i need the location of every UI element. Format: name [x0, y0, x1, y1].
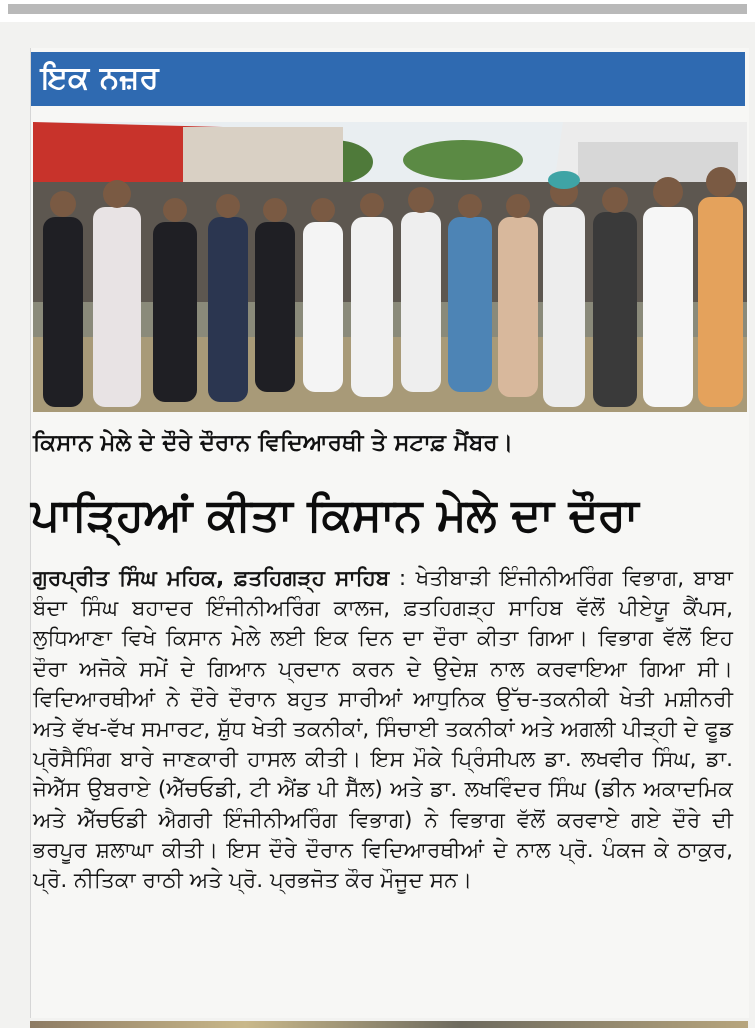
article-body [33, 564, 733, 896]
bottom-image-strip [30, 1021, 748, 1028]
article-body-text: ਖੇਤੀਬਾੜੀ ਇੰਜੀਨੀਅਰਿੰਗ ਵਿਭਾਗ, ਬਾਬਾ ਬੰਦਾ ਸਿੰਘ ਬਹਾਦਰ ਇੰਜੀਨੀਅਰਿੰਗ ਕਾਲਜ, ਫ਼ਤਹਿਗੜ੍ਹ ਸਾਹਿਬ ਵੱਲੋਂ ਪੀਏਯੂ ਕੈਂਪਸ, ਲੁਧਿਆਣਾ ਵਿਖੇ ਕਿਸਾਨ ਮੇਲੇ ਲਈ ਇਕ ਦਿਨ ਦਾ ਦੌਰਾ ਕੀਤਾ ਗਿਆ। ਵਿਭਾਗ ਵੱਲੋਂ ਇਹ ਦੌਰਾ ਅਜੋਕੇ ਸਮੇਂ ਦੇ ਗਿਆਨ ਪ੍ਰਦਾਨ ਕਰਨ ਦੇ ਉਦੇਸ਼ ਨਾਲ ਕਰਵਾਇਆ ਗਿਆ ਸੀ। ਵਿਦਿਆਰਥੀਆਂ ਨੇ ਦੌਰੇ ਦੌਰਾਨ ਬਹੁਤ ਸਾਰੀਆਂ ਆਧੁਨਿਕ ਉੱਚ-ਤਕਨੀਕੀ ਖੇਤੀ ਮਸ਼ੀਨਰੀ ਅਤੇ ਵੱਖ-ਵੱਖ ਸਮਾਰਟ, ਸ਼ੁੱਧ ਖੇਤੀ ਤਕਨੀਕਾਂ, ਸਿੰਚਾਈ ਤਕਨੀਕਾਂ ਅਤੇ ਅਗਲੀ ਪੀੜ੍ਹੀ ਦੇ ਫੂਡ ਪ੍ਰੋਸੈਸਿੰਗ ਬਾਰੇ ਜਾਣਕਾਰੀ ਹਾਸਲ ਕੀਤੀ। ਇਸ ਮੌਕੇ ਪ੍ਰਿੰਸੀਪਲ ਡਾ. ਲਖਵੀਰ ਸਿੰਘ, ਡਾ. ਜੇਐੱਸ ਉਬਰਾਏ (ਐੱਚਓਡੀ, ਟੀ ਐਂਡ ਪੀ ਸੈੱਲ) ਅਤੇ ਡਾ. ਲਖਵਿੰਦਰ ਸਿੰਘ (ਡੀਨ ਅਕਾਦਮਿਕ ਅਤੇ ਐੱਚਓਡੀ ਐਗਰੀ ਇੰਜੀਨੀਅਰਿੰਗ ਵਿਭਾਗ) ਨੇ ਵਿਭਾਗ ਵੱਲੋਂ ਕਰਵਾਏ ਗਏ ਦੌਰੇ ਦੀ ਭਰਪੂਰ ਸ਼ਲਾਘਾ ਕੀਤੀ। ਇਸ ਦੌਰੇ ਦੌਰਾਨ ਵਿਦਿਆਰਥੀਆਂ ਦੇ ਨਾਲ ਪ੍ਰੋ. ਪੰਕਜ ਕੇ ਠਾਕੁਰ, ਪ੍ਰੋ. ਨੀਤਿਕਾ ਰਾਠੀ ਅਤੇ ਪ੍ਰੋ. ਪ੍ਰਭਜੋਤ ਕੌਰ ਮੌਜੂਦ ਸਨ। [33, 566, 733, 894]
section-header [31, 52, 745, 106]
article-byline: ਗੁਰਪ੍ਰੀਤ ਸਿੰਘ ਮਹਿਕ, ਫ਼ਤਹਿਗੜ੍ਹ ਸਾਹਿਬ [33, 566, 390, 591]
photo-caption: ਕਿਸਾਨ ਮੇਲੇ ਦੇ ਦੌਰੇ ਦੌਰਾਨ ਵਿਦਿਆਰਥੀ ਤੇ ਸਟਾਫ਼ ਮੈਂਬਰ। [33, 430, 514, 456]
news-clipping [30, 48, 749, 1018]
section-title: ਇਕ ਨਜ਼ਰ [41, 60, 159, 96]
group-photo-icon [33, 122, 747, 412]
top-divider-bar [8, 4, 747, 14]
article-headline: ਪਾੜ੍ਹਿਆਂ ਕੀਤਾ ਕਿਸਾਨ ਮੇਲੇ ਦਾ ਦੌਰਾ [31, 488, 639, 541]
byline-separator: : [389, 566, 416, 591]
group-photo [33, 122, 747, 412]
top-strip [0, 0, 755, 22]
